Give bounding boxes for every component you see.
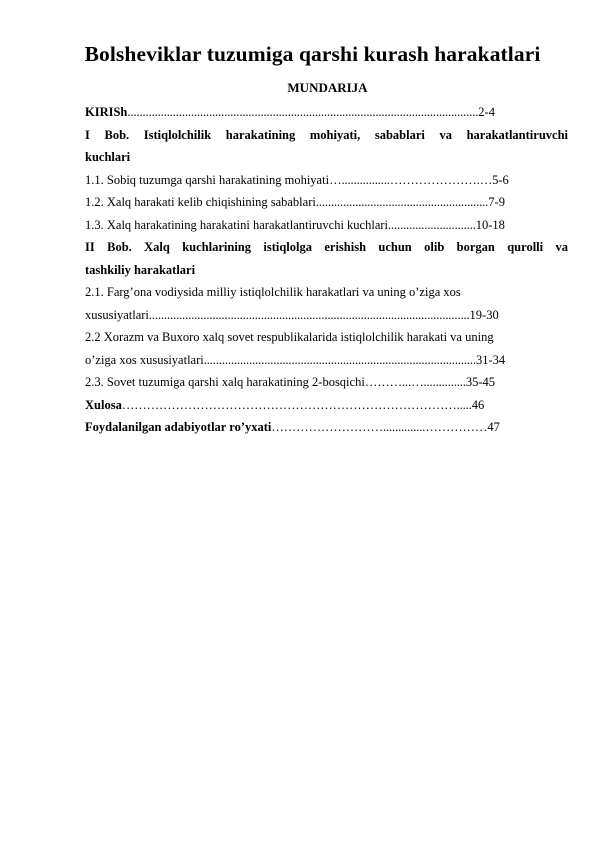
toc-chapter-2-heading-cont: tashkiliy harakatlari xyxy=(85,262,196,277)
toc-entry-xulosa xyxy=(85,394,568,417)
toc-leader-dots: ......................................................... xyxy=(315,195,489,209)
toc-page-range: 5-6 xyxy=(492,172,509,187)
toc-entry-label: 1.2. Xalq harakati kelib chiqishining sabablari xyxy=(85,195,316,209)
toc-entry-label: xususiyatlari xyxy=(85,307,149,322)
toc-leader-dots: ............................. xyxy=(388,217,476,232)
toc-entry-label: 2.3. Sovet tuzumiga qarshi xalq harakatining 2-bosqichi xyxy=(85,375,365,389)
toc-page-range: 35-45 xyxy=(465,375,496,389)
toc-leader-dots: .................................................................................................................... xyxy=(127,105,479,119)
toc-entry-1-2 xyxy=(85,191,568,214)
toc-page-range: 7-9 xyxy=(488,195,505,209)
toc-entry-kirish xyxy=(85,101,568,124)
toc-page-range: 10-18 xyxy=(475,217,505,232)
toc-entry-1-1 xyxy=(85,169,568,192)
toc-entry-2-2: 2.2 Xorazm va Buxoro xalq sovet respublikalarida istiqlolchilik harakati va uning xyxy=(85,330,494,344)
toc-entry-2-3 xyxy=(85,371,568,394)
toc-entry-label: KIRISh xyxy=(85,105,128,119)
toc-entry-label: 1.1. Sobiq tuzumga qarshi harakatining mohiyati xyxy=(85,172,330,187)
toc-entry-label: o’ziga xos xususiyatlari xyxy=(85,352,204,367)
toc-leader-dots: ………………………..............…………… xyxy=(271,420,488,434)
toc-page-range: 31-34 xyxy=(476,352,506,367)
toc-page-range: 19-30 xyxy=(469,307,499,322)
toc-leader-dots: ………………………………………………………………………..... xyxy=(121,397,472,412)
toc-entry-2-1-cont xyxy=(85,304,568,327)
toc-entry-bibliography xyxy=(85,416,568,439)
table-of-contents xyxy=(85,101,568,439)
toc-entry-label: Foydalanilgan adabiyotlar ro’yxati xyxy=(85,420,272,434)
toc-entry-label: 1.3. Xalq harakatining harakatini harakatlantiruvchi kuchlari xyxy=(85,217,389,232)
toc-leader-dots: .......................................................................................................... xyxy=(148,307,470,322)
toc-page-range: 2-4 xyxy=(478,105,495,119)
document-title: Bolsheviklar tuzumiga qarshi kurash harakatlari xyxy=(84,42,541,66)
toc-entry-label: Xulosa xyxy=(85,397,122,412)
toc-leader-dots: .......................................................................................... xyxy=(203,352,476,367)
toc-entry-2-1: 2.1. Farg’ona vodiysida milliy istiqlolchilik harakatlari va uning o’ziga xos xyxy=(85,285,461,299)
toc-chapter-2-heading: II Bob. Xalq kuchlarining istiqlolga erishish uchun olib borgan qurolli va xyxy=(85,240,568,254)
toc-chapter-1-heading: I Bob. Istiqlolchilik harakatining mohiyati, sabablari va harakatlantiruvchi xyxy=(85,127,568,142)
toc-entry-2-2-cont xyxy=(85,349,568,372)
toc-page-range: 46 xyxy=(471,397,485,412)
toc-leader-dots: ………...….............. xyxy=(364,375,466,389)
toc-leader-dots: …................………………….… xyxy=(329,172,493,187)
toc-entry-1-3 xyxy=(85,214,568,237)
toc-chapter-1-heading-cont: kuchlari xyxy=(85,150,131,164)
toc-page-range: 47 xyxy=(487,420,500,434)
toc-heading: MUNDARIJA xyxy=(287,80,368,95)
